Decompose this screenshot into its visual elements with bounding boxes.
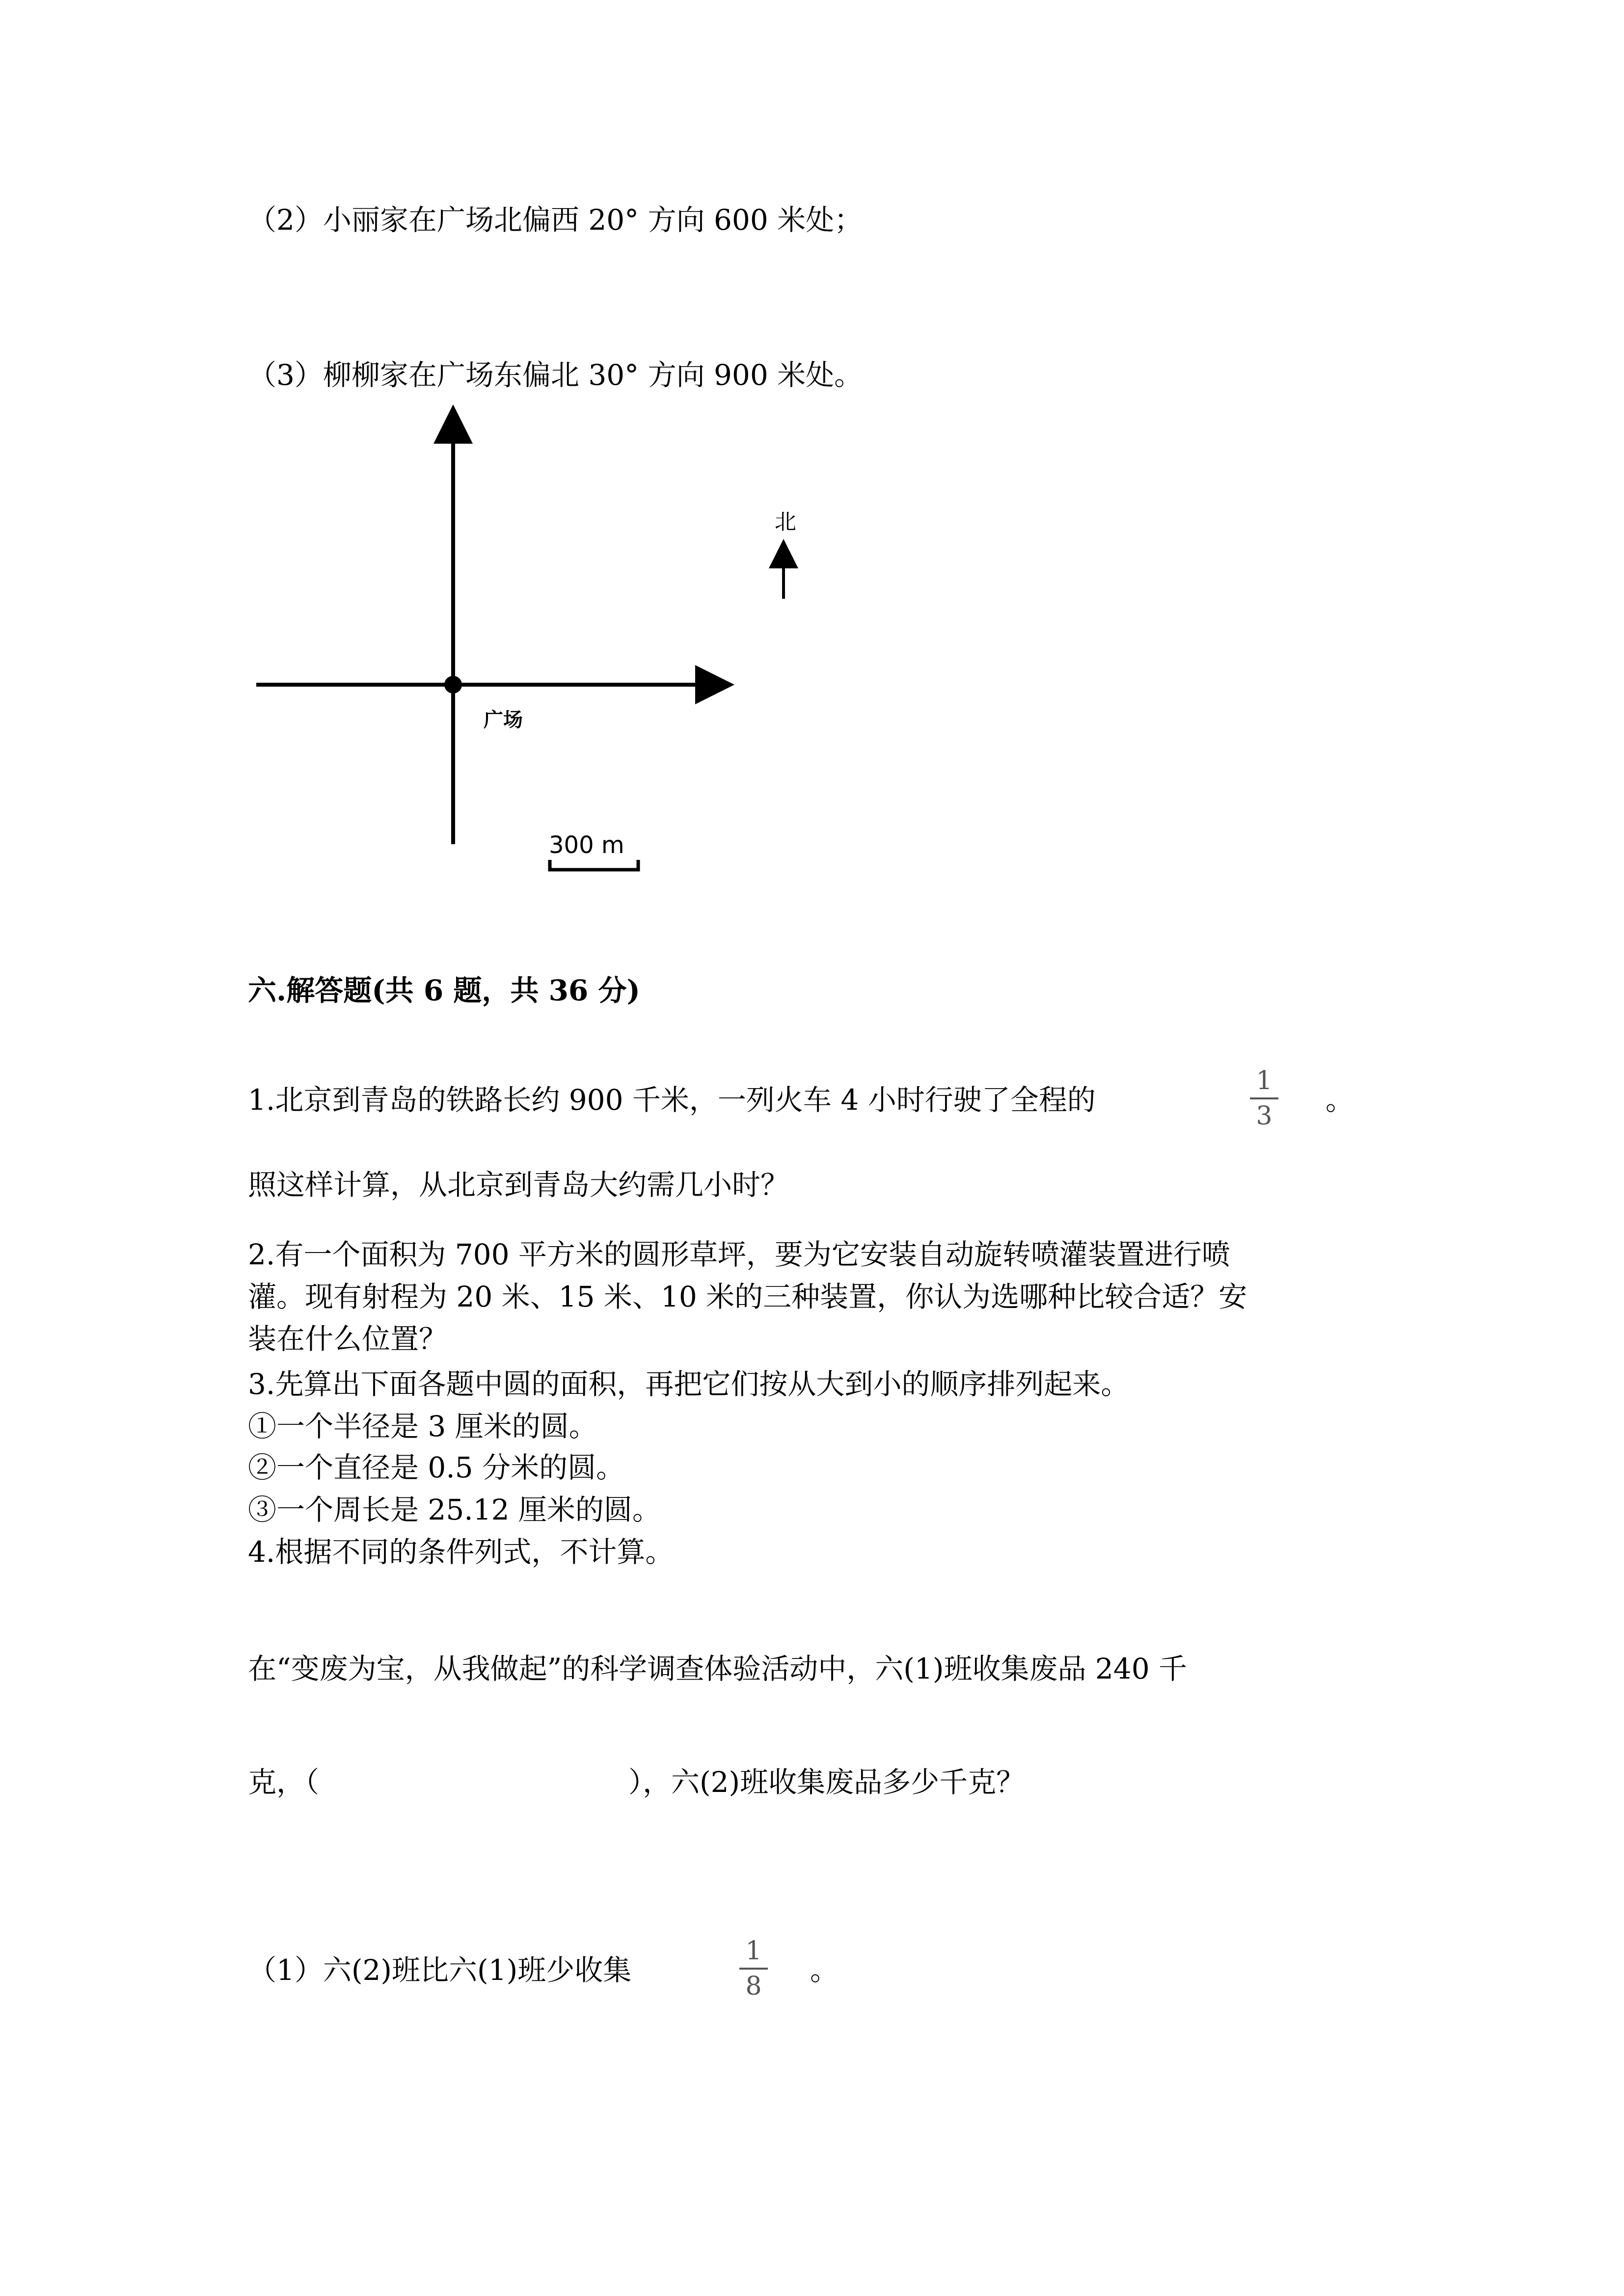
q1-fraction bbox=[1247, 1066, 1281, 1131]
q3-line1: 3.先算出下面各题中圆的面积，再把它们按从大到小的顺序排列起来。 bbox=[248, 1367, 1130, 1401]
item-2-text: （2）小丽家在广场北偏西 20° 方向 600 米处； bbox=[248, 203, 863, 237]
q1-fraction-bar bbox=[1250, 1097, 1278, 1099]
q4-sub1-fraction-numerator: 1 bbox=[745, 1936, 762, 1966]
q1-line2: 照这样计算，从北京到青岛大约需几小时？ bbox=[248, 1168, 789, 1201]
direction-map-figure bbox=[0, 383, 1624, 874]
q4-line1: 4.根据不同的条件列式，不计算。 bbox=[248, 1535, 674, 1569]
q4-sub1-fraction-bar bbox=[739, 1968, 768, 1970]
q1-fraction-denominator: 3 bbox=[1256, 1101, 1272, 1131]
scale-label: 300 m bbox=[549, 831, 624, 859]
origin-point bbox=[444, 676, 462, 694]
q3-line2: ①一个半径是 3 厘米的圆。 bbox=[248, 1410, 597, 1443]
q4-line3-start: 克，（ bbox=[248, 1765, 320, 1799]
item-3-text: （3）柳柳家在广场东偏北 30° 方向 900 米处。 bbox=[248, 358, 863, 392]
q4-line3-end: ），六(2)班收集废品多少千克？ bbox=[628, 1765, 1025, 1799]
q3-line3: ②一个直径是 0.5 分米的圆。 bbox=[248, 1451, 625, 1484]
q2-line3: 装在什么位置？ bbox=[248, 1322, 448, 1356]
scale-bar bbox=[550, 860, 638, 870]
section-title: 六.解答题(共 6 题，共 36 分) bbox=[248, 974, 640, 1007]
q4-sub1-fraction bbox=[736, 1936, 771, 2001]
q2-line1: 2.有一个面积为 700 平方米的圆形草坪，要为它安装自动旋转喷灌装置进行喷 bbox=[248, 1238, 1230, 1271]
q3-line4: ③一个周长是 25.12 厘米的圆。 bbox=[248, 1493, 661, 1526]
q4-sub1-fraction-denominator: 8 bbox=[745, 1972, 762, 2001]
q2-line2: 灌。现有射程为 20 米、15 米、10 米的三种装置，你认为选哪种比较合适？安 bbox=[248, 1280, 1247, 1313]
q4-sub1-text: （1）六(2)班比六(1)班少收集 bbox=[248, 1953, 632, 1987]
q1-fraction-numerator: 1 bbox=[1256, 1066, 1272, 1095]
q1-line1: 1.北京到青岛的铁路长约 900 千米，一列火车 4 小时行驶了全程的 bbox=[248, 1083, 1096, 1117]
origin-label: 广场 bbox=[484, 709, 523, 731]
q1-period: 。 bbox=[1326, 1083, 1354, 1117]
north-label: 北 bbox=[775, 509, 796, 534]
q4-sub1-period: 。 bbox=[810, 1953, 839, 1987]
q4-line2: 在“变废为宝，从我做起”的科学调查体验活动中，六(1)班收集废品 240 千 bbox=[248, 1652, 1188, 1685]
